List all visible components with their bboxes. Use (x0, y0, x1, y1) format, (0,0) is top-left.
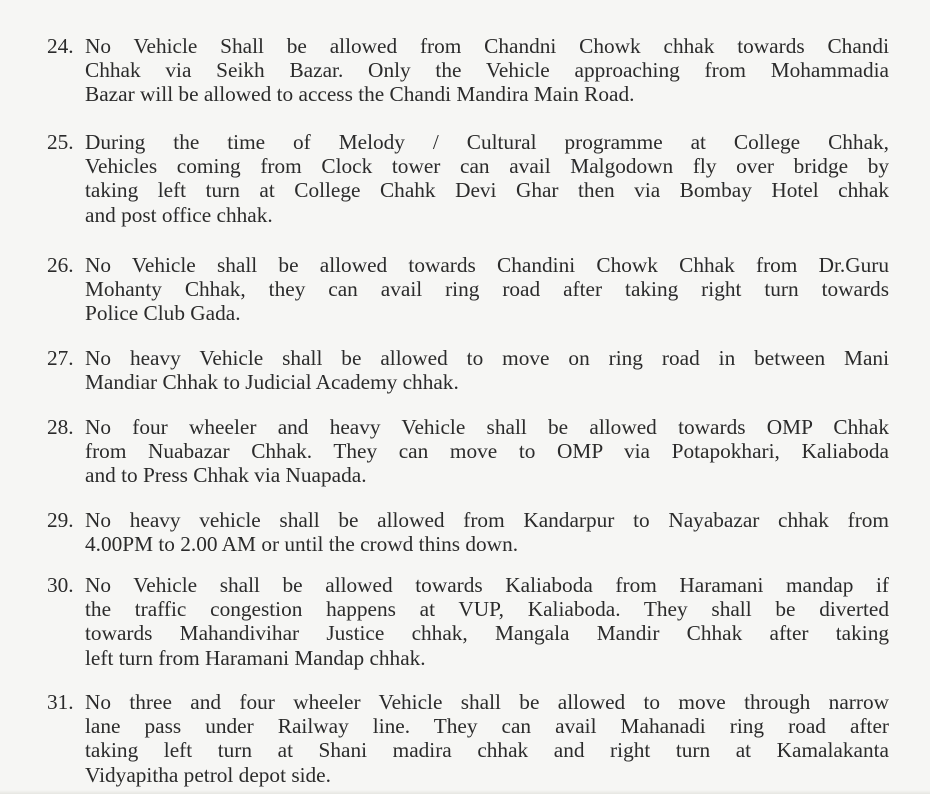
item-text (85, 573, 889, 670)
item-text (85, 508, 889, 556)
item-number: 29. (47, 508, 74, 532)
item-text (85, 346, 889, 394)
text-line: Police Club Gada. (85, 301, 241, 326)
text-line: No three and four wheeler Vehicle shall be allowed to move through narrow (85, 690, 889, 714)
page-cut-edge (0, 790, 930, 794)
text-line: Chhak via Seikh Bazar. Only the Vehicle approaching from Mohammadia (85, 58, 889, 83)
item-number: 25. (47, 130, 74, 154)
item-number: 24. (47, 34, 74, 58)
item-number: 26. (47, 253, 74, 277)
item-number: 27. (47, 346, 74, 370)
text-line: No heavy Vehicle shall be allowed to move on ring road in between Mani (85, 346, 889, 370)
text-line: Mandiar Chhak to Judicial Academy chhak. (85, 370, 459, 395)
text-line: towards Mahandivihar Justice chhak, Mangala Mandir Chhak after taking (85, 621, 889, 646)
item-text (85, 130, 889, 227)
text-line: Vehicles coming from Clock tower can avail Malgodown fly over bridge by (85, 154, 889, 179)
text-line: left turn from Haramani Mandap chhak. (85, 645, 426, 670)
text-line: and to Press Chhak via Nuapada. (85, 463, 367, 488)
text-line: During the time of Melody / Cultural programme at College Chhak, (85, 130, 889, 154)
text-line: Bazar will be allowed to access the Chandi Mandira Main Road. (85, 82, 635, 107)
text-line: Mohanty Chhak, they can avail ring road after taking right turn towards (85, 277, 889, 302)
text-line: from Nuabazar Chhak. They can move to OMP via Potapokhari, Kaliaboda (85, 439, 889, 464)
text-line: No Vehicle shall be allowed towards Chandini Chowk Chhak from Dr.Guru (85, 253, 889, 277)
text-line: taking left turn at College Chahk Devi Ghar then via Bombay Hotel chhak (85, 178, 889, 203)
text-line: No four wheeler and heavy Vehicle shall be allowed towards OMP Chhak (85, 415, 889, 439)
text-line: Vidyapitha petrol depot side. (85, 762, 331, 787)
text-line: No Vehicle Shall be allowed from Chandni Chowk chhak towards Chandi (85, 34, 889, 58)
item-number: 30. (47, 573, 74, 597)
item-number: 31. (47, 690, 74, 714)
item-text (85, 690, 889, 787)
text-line: the traffic congestion happens at VUP, Kaliaboda. They shall be diverted (85, 597, 889, 622)
item-number: 28. (47, 415, 74, 439)
text-line: lane pass under Railway line. They can avail Mahanadi ring road after (85, 714, 889, 739)
item-text (85, 253, 889, 326)
text-line: 4.00PM to 2.00 AM or until the crowd thins down. (85, 532, 519, 557)
text-line: No Vehicle shall be allowed towards Kaliaboda from Haramani mandap if (85, 573, 889, 597)
text-line: taking left turn at Shani madira chhak and right turn at Kamalakanta (85, 738, 889, 763)
text-line: and post office chhak. (85, 202, 273, 227)
text-line: No heavy vehicle shall be allowed from Kandarpur to Nayabazar chhak from (85, 508, 889, 532)
item-text (85, 34, 889, 107)
item-text (85, 415, 889, 488)
